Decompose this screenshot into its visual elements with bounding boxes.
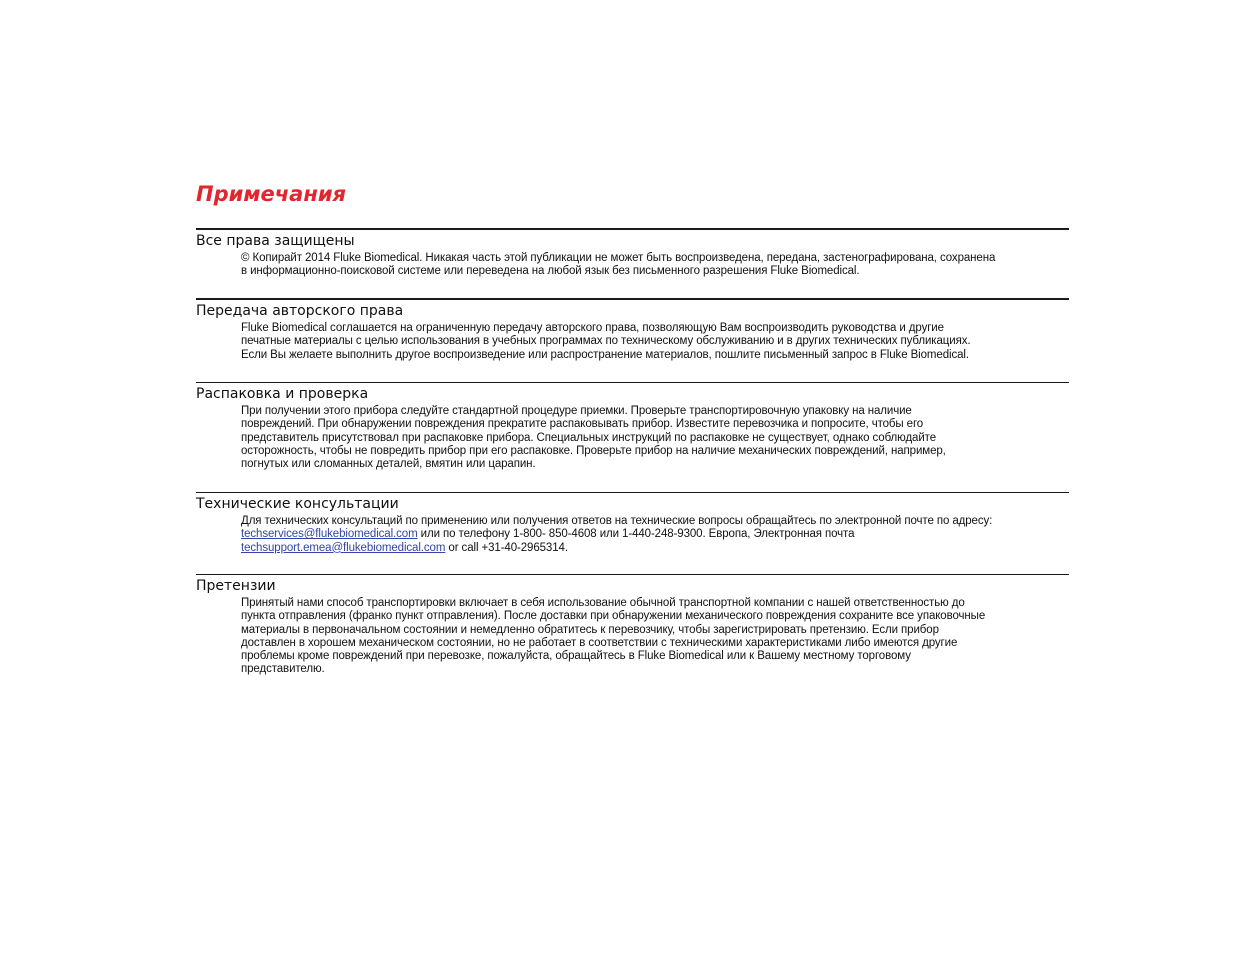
body-line: © Копирайт 2014 Fluke Biomedical. Никакая часть этой публикации не может быть воспроизведена, передана, застенографирована, сохранена [241,252,996,264]
body-line: печатные материалы с целью использования в учебных программах по техническому обслуживанию и в других технических публикациях. [241,335,971,348]
body-line [241,528,1069,541]
body-line: в информационно-поисковой системе или переведена на любой язык без письменного разрешения Fluke Biomedical. [241,265,860,278]
body-line: проблемы кроме повреждений при перевозке, пожалуйста, обращайтесь в Fluke Biomedical или к Вашему местному торговому [241,650,911,663]
section-divider [196,298,1069,300]
section-claims [196,574,1069,677]
section-copyright-release [196,298,1069,362]
section-heading-unpacking: Распаковка и проверка [196,386,369,402]
email-link-techservices[interactable]: techservices@flukebiomedical.com [241,528,418,541]
section-heading-claims: Претензии [196,578,276,594]
page-title: Примечания [196,182,347,206]
body-line: Fluke Biomedical соглашается на ограниченную передачу авторского права, позволяющую Вам воспроизводить руководства и другие [241,322,944,334]
section-body-claims [241,597,1069,677]
phone-text: или по телефону 1-800- 850-4608 или 1-440-248-9300. Европа, Электронная почта [417,528,855,541]
section-heading-copyright-release: Передача авторского права [196,303,404,319]
section-body-unpacking [241,405,1069,471]
section-copyright [196,228,1069,279]
body-line: При получении этого прибора следуйте стандартной процедуре приемки. Проверьте транспортировочную упаковку на наличие [241,405,912,417]
body-line: Принятый нами способ транспортировки включает в себя использование обычной транспортной компании с нашей ответственностью до [241,597,965,609]
section-divider [196,382,1069,383]
body-line [241,542,1069,555]
phone-text: or call +31-40-2965314. [445,541,568,554]
body-line: повреждений. При обнаружении повреждения прекратите распаковывать прибор. Известите перевозчика и попросите, чтобы его [241,418,924,431]
section-heading-tech-support: Технические консультации [196,496,399,512]
body-line: доставлен в хорошем механическом состоянии, но не работает в соответствии с техническими характеристиками либо имеются другие [241,636,958,649]
section-body-tech-support [241,515,1069,555]
body-line: Если Вы желаете выполнить другое воспроизведение или распространение материалов, пошлите письменный запрос в Fluke Biomedical. [241,348,969,361]
section-unpacking [196,382,1069,471]
email-link-techsupport-emea[interactable]: techsupport.emea@flukebiomedical.com [241,541,446,554]
section-body-copyright-release [241,322,1069,362]
section-divider [196,228,1069,230]
section-tech-support [196,492,1069,555]
section-divider [196,492,1069,493]
section-heading-copyright: Все права защищены [196,233,355,249]
section-divider [196,574,1069,575]
body-line: пункта отправления (франко пункт отправления). После доставки при обнаружении механического повреждения сохраните все упаковочные [241,610,986,623]
body-line: представитель присутствовал при распаковке прибора. Специальных инструкций по распаковке не существует, однако соблюдайте [241,431,937,444]
section-body-copyright [241,252,1069,279]
body-line: осторожность, чтобы не повредить прибор при его распаковке. Проверьте прибор на наличие механических повреждений, например, [241,444,946,457]
body-line: представителю. [241,663,325,676]
body-line: Для технических консультаций по применению или получения ответов на технические вопросы обращайтесь по электронной почте по адресу: [241,515,993,527]
body-line: материалы в первоначальном состоянии и немедленно обратитесь к перевозчику, чтобы зарегистрировать претензию. Если прибор [241,623,939,636]
body-line: погнутых или сломанных деталей, вмятин или царапин. [241,458,536,471]
